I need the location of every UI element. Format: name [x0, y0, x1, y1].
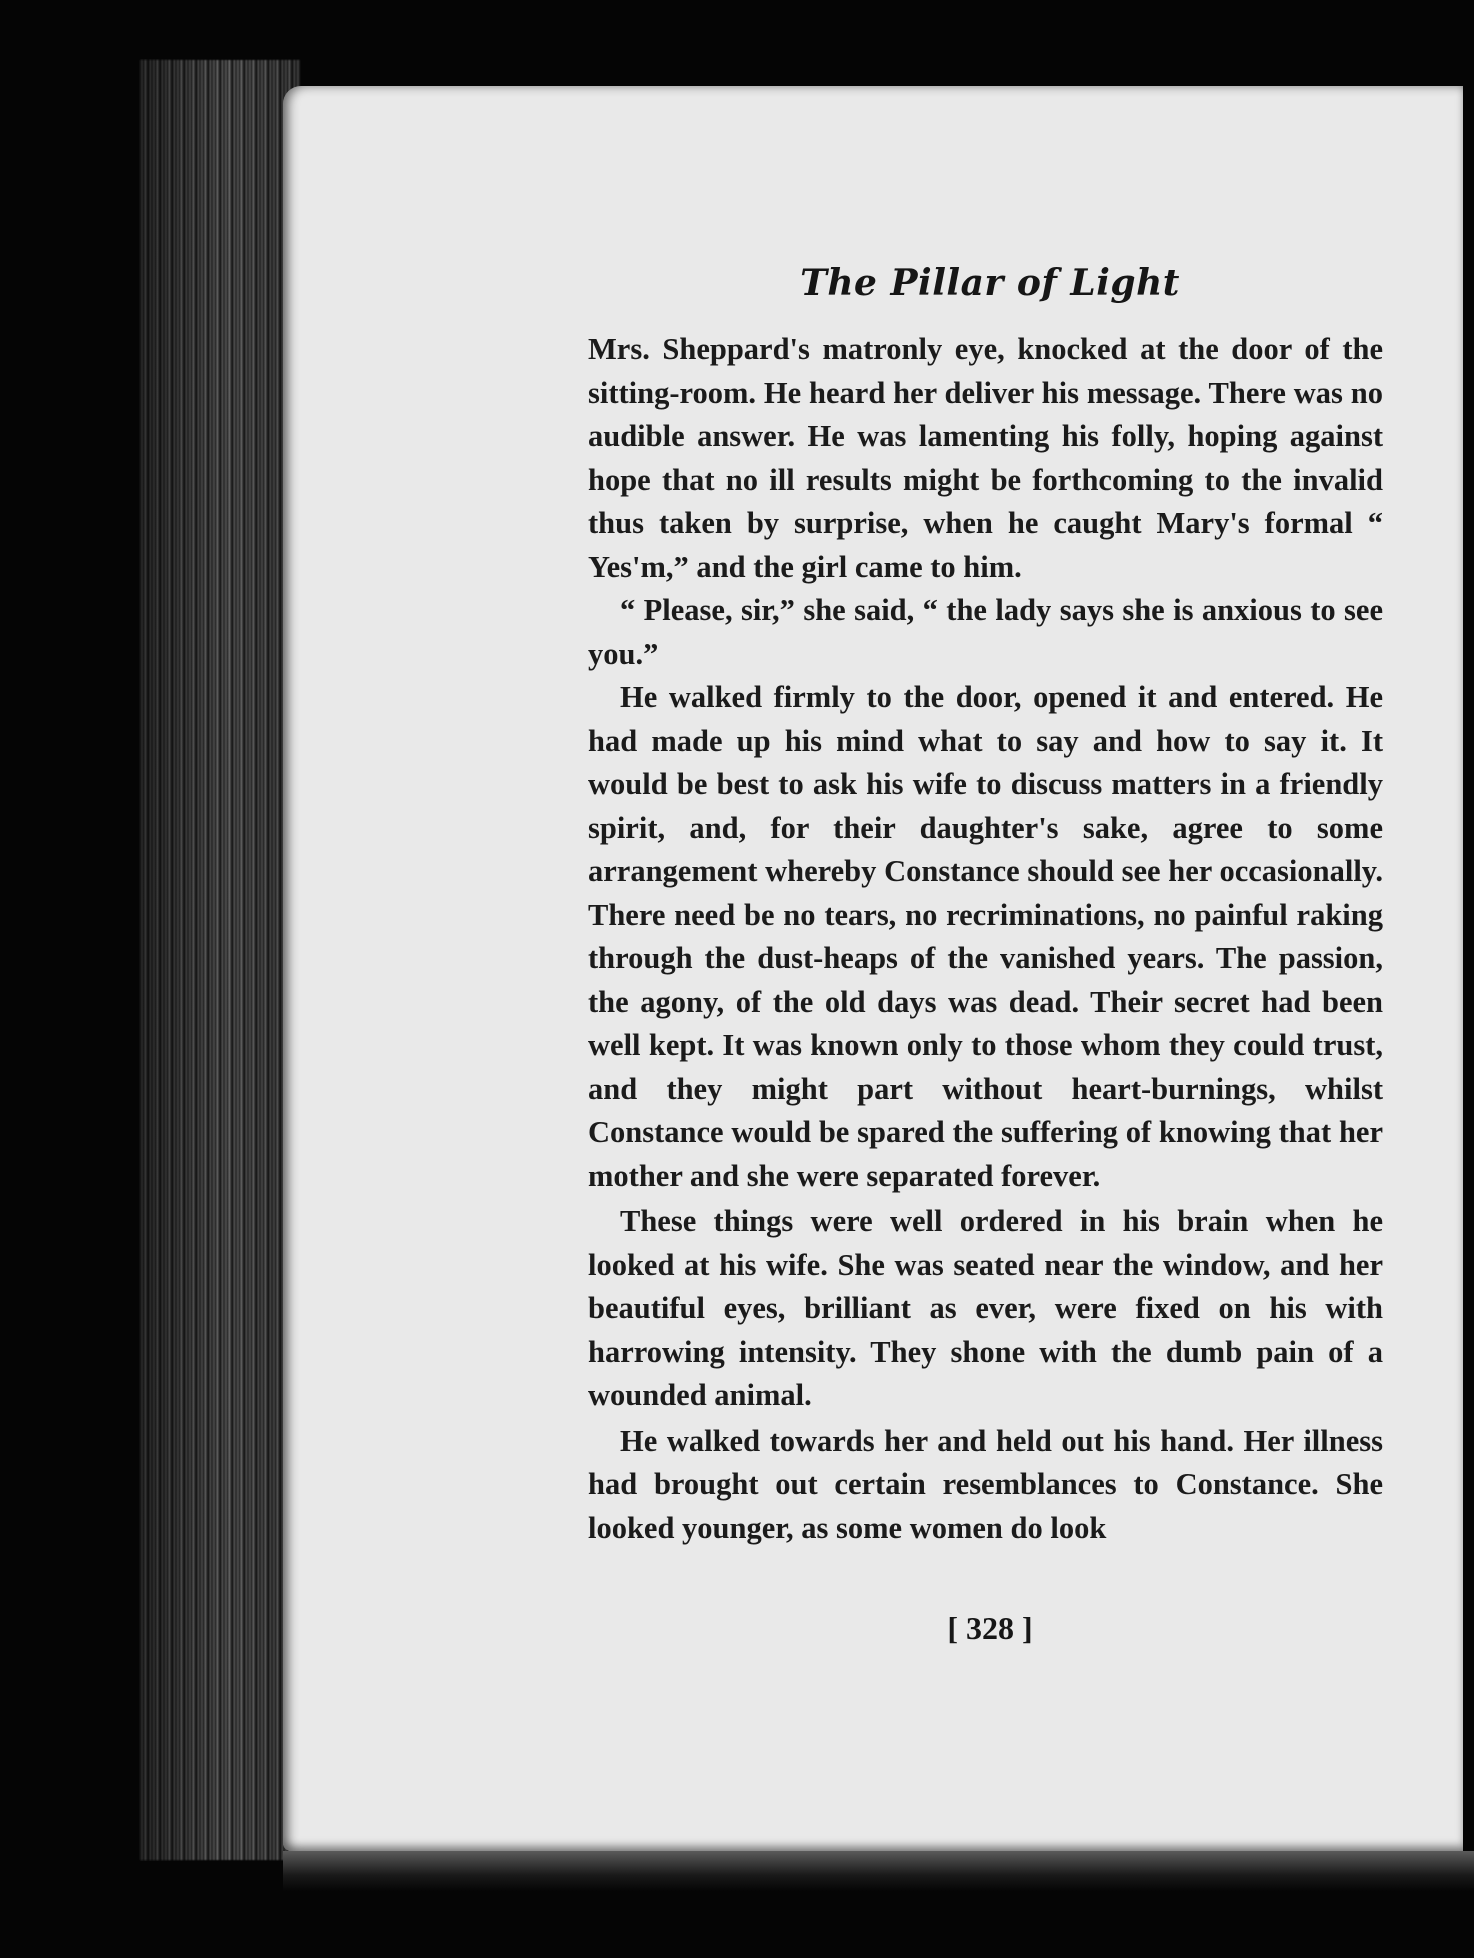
paragraph: He walked towards her and held out his hand. Her illness had brought out certain resemblances to Constance. She looked younger, as some women do look — [588, 1423, 1383, 1545]
page-fore-edge-shadow — [140, 60, 300, 1860]
paragraph: He walked firmly to the door, opened it and entered. He had made up his mind what to say and how to say it. It would be best to ask his wife to discuss matters in a friendly spirit, and, for their daughter's sake, agree to some arrangement whereby Constance should see her occasionally. There need be no tears, no recriminations, no painful raking through the dust-heaps of the vanished years. The passion, the agony, of the old days was dead. Their secret had been well kept. It was known only to those whom they could trust, and they might part without heart-burnings, whilst Constance would be spared the suffering of knowing that her mother and she were separated forever. — [588, 680, 1383, 1193]
page-bottom-edge — [283, 1851, 1474, 1891]
body-text — [588, 328, 1383, 1550]
running-head: The Pillar of Light — [800, 262, 1180, 304]
paragraph: Mrs. Sheppard's matronly eye, knocked at the door of the sitting-room. He heard her deliver his message. There was no audible answer. He was lamenting his folly, hoping against hope that no ill results might be forthcoming to the invalid thus taken by surprise, when he caught Mary's formal “ Yes'm,” and the girl came to him. — [588, 332, 1383, 584]
paragraph: “ Please, sir,” she said, “ the lady says she is anxious to see you.” — [588, 593, 1383, 671]
paragraph: These things were well ordered in his brain when he looked at his wife. She was seated near the window, and her beautiful eyes, brilliant as ever, were fixed on his with harrowing intensity. They shone with the dumb pain of a wounded animal. — [588, 1204, 1383, 1412]
page-number: [ 328 ] — [947, 1610, 1033, 1646]
